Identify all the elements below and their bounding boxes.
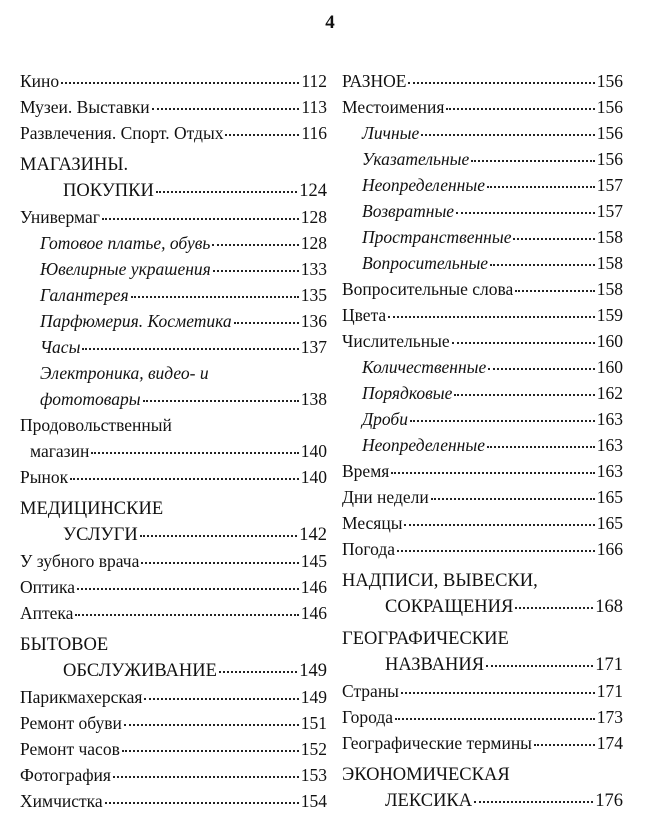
toc-entry[interactable]: Химчистка 154 <box>20 791 327 811</box>
toc-entry[interactable]: Дни недели 165 <box>342 487 623 507</box>
toc-entry[interactable]: Парикмахерская 149 <box>20 687 327 707</box>
toc-entry[interactable]: Ремонт часов 152 <box>20 739 327 759</box>
toc-section-entry[interactable]: ЛЕКСИКА 176 <box>385 791 623 811</box>
toc-entry[interactable]: Музеи. Выставки 113 <box>20 97 327 117</box>
toc-entry-line: Продовольственный <box>20 415 172 435</box>
toc-subentry[interactable]: Пространственные 158 <box>362 227 623 247</box>
toc-subentry[interactable]: Возвратные 157 <box>362 201 623 221</box>
page-number: 4 <box>325 12 335 33</box>
toc-subentry[interactable]: Вопросительные 158 <box>362 253 623 273</box>
toc-entry[interactable]: Страны 171 <box>342 681 623 701</box>
toc-entry[interactable]: магазин 140 <box>30 441 327 461</box>
toc-entry[interactable]: Аптека 146 <box>20 603 327 623</box>
toc-entry[interactable]: Месяцы 165 <box>342 513 623 533</box>
toc-left-column <box>20 68 327 814</box>
toc-section-entry[interactable]: СОКРАЩЕНИЯ 168 <box>385 597 623 617</box>
section-heading: МАГАЗИНЫ. <box>20 155 129 175</box>
section-heading: ЭКОНОМИЧЕСКАЯ <box>342 765 510 785</box>
toc-entry[interactable]: Города 173 <box>342 707 623 727</box>
section-heading: МЕДИЦИНСКИЕ <box>20 499 164 519</box>
toc-subentry[interactable]: Готовое платье, обувь 128 <box>40 233 327 253</box>
section-heading: НАДПИСИ, ВЫВЕСКИ, <box>342 571 538 591</box>
toc-subentry[interactable]: Личные 156 <box>362 123 623 143</box>
section-heading: БЫТОВОЕ <box>20 635 109 655</box>
toc-entry[interactable]: Местоимения 156 <box>342 97 623 117</box>
toc-right-column <box>342 68 623 814</box>
toc-entry[interactable]: Оптика 146 <box>20 577 327 597</box>
toc-subentry[interactable]: Неопределенные 157 <box>362 175 623 195</box>
toc-section-entry[interactable]: УСЛУГИ 142 <box>63 525 327 545</box>
toc-subentry[interactable]: Указательные 156 <box>362 149 623 169</box>
toc-section-entry[interactable]: ПОКУПКИ 124 <box>63 181 327 201</box>
toc-subentry[interactable]: Дроби 163 <box>362 409 623 429</box>
toc-entry[interactable]: Цвета 159 <box>342 305 623 325</box>
toc-entry[interactable]: Кино 112 <box>20 71 327 91</box>
toc-entry[interactable]: РАЗНОЕ 156 <box>342 71 623 91</box>
toc-subentry[interactable]: фототовары 138 <box>40 389 327 409</box>
toc-entry[interactable]: Фотография 153 <box>20 765 327 785</box>
toc-entry[interactable]: Время 163 <box>342 461 623 481</box>
toc-subentry[interactable]: Ювелирные украшения 133 <box>40 259 327 279</box>
toc-section-entry[interactable]: ОБСЛУЖИВАНИЕ 149 <box>63 661 327 681</box>
toc-entry[interactable]: Географические термины 174 <box>342 733 623 753</box>
toc-entry[interactable]: Развлечения. Спорт. Отдых 116 <box>20 123 327 143</box>
toc-subentry[interactable]: Парфюмерия. Косметика 136 <box>40 311 327 331</box>
toc-subentry-line: Электроника, видео- и <box>40 363 209 383</box>
toc-entry[interactable]: У зубного врача 145 <box>20 551 327 571</box>
toc-subentry[interactable]: Часы 137 <box>40 337 327 357</box>
toc-entry[interactable]: Рынок 140 <box>20 467 327 487</box>
toc-subentry[interactable]: Количественные 160 <box>362 357 623 377</box>
toc-subentry[interactable]: Порядковые 162 <box>362 383 623 403</box>
section-heading: ГЕОГРАФИЧЕСКИЕ <box>342 629 509 649</box>
toc-entry[interactable]: Погода 166 <box>342 539 623 559</box>
toc-entry[interactable]: Числительные 160 <box>342 331 623 351</box>
toc-entry[interactable]: Вопросительные слова 158 <box>342 279 623 299</box>
toc-entry[interactable]: Ремонт обуви 151 <box>20 713 327 733</box>
toc-section-entry[interactable]: НАЗВАНИЯ 171 <box>385 655 623 675</box>
toc-subentry[interactable]: Галантерея 135 <box>40 285 327 305</box>
toc-subentry[interactable]: Неопределенные 163 <box>362 435 623 455</box>
toc-entry[interactable]: Универмаг 128 <box>20 207 327 227</box>
